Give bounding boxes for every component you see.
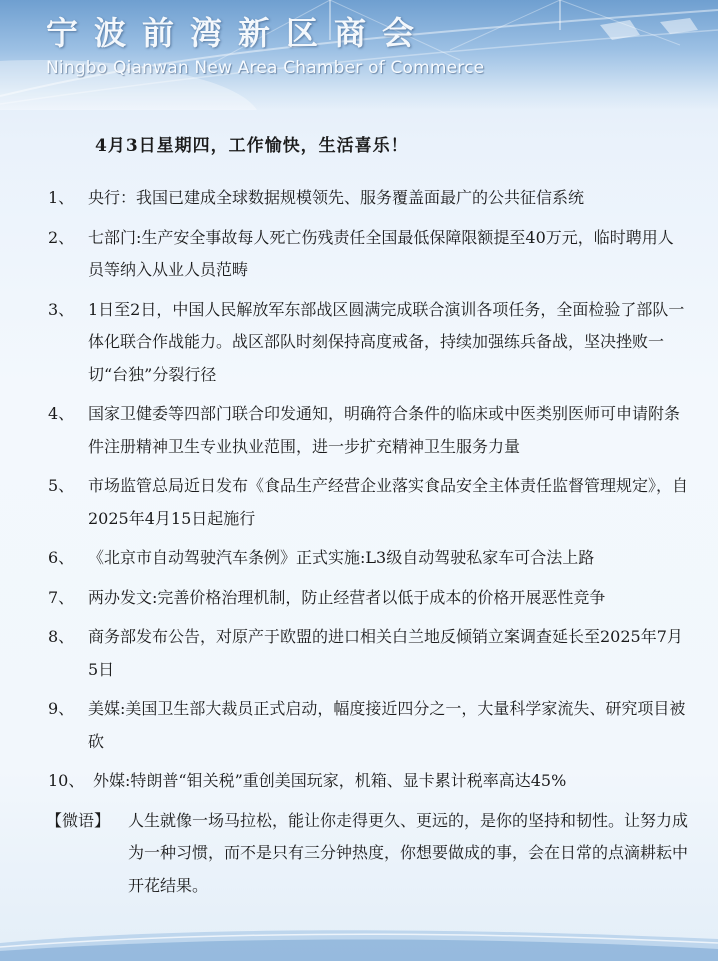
news-item — [48, 398, 688, 463]
news-number: 4、 — [48, 404, 75, 423]
news-item — [48, 765, 688, 798]
news-item — [48, 182, 688, 215]
news-text: 两办发文:完善价格治理机制，防止经营者以低于成本的价格开展恶性竞争 — [88, 587, 606, 607]
news-item — [48, 294, 688, 392]
news-item — [48, 542, 688, 575]
news-number: 10、 — [48, 771, 85, 790]
news-list — [48, 182, 688, 902]
news-text: 1日至2日，中国人民解放军东部战区圆满完成联合演训各项任务，全面检验了部队一体化联合作战能力。战区部队时刻保持高度戒备，持续加强练兵备战，坚决挫败一切“台独”分裂行径 — [88, 299, 685, 384]
news-number: 9、 — [48, 699, 75, 718]
news-number: 7、 — [48, 587, 75, 607]
news-item — [48, 621, 688, 686]
news-text: 市场监管总局近日发布《食品生产经营企业落实食品安全主体责任监督管理规定》，自2025年4月15日起施行 — [88, 476, 689, 528]
news-number: 8、 — [48, 627, 75, 646]
news-number: 5、 — [48, 476, 75, 495]
chamber-title-cn: 宁波前湾新区商会 — [46, 14, 431, 52]
footer-wave-decoration — [0, 921, 718, 961]
header-banner — [0, 0, 718, 110]
weiyu-text: 人生就像一场马拉松，能让你走得更久、更远的，是你的坚持和韧性。让努力成为一种习惯，而不是只有三分钟热度，你想要做成的事，会在日常的点滴耕耘中开花结果。 — [128, 810, 689, 895]
news-text: 央行：我国已建成全球数据规模领先、服务覆盖面最广的公共征信系统 — [88, 188, 585, 207]
news-number: 2、 — [48, 227, 75, 247]
news-item — [48, 222, 688, 287]
news-number: 3、 — [48, 299, 75, 319]
weiyu-quote — [46, 805, 688, 903]
news-text: 七部门:生产安全事故每人死亡伤残责任全国最低保障限额提至40万元，临时聘用人员等纳入从业人员范畴 — [88, 227, 674, 279]
news-item — [48, 582, 688, 615]
news-text: 《北京市自动驾驶汽车条例》正式实施:L3级自动驾驶私家车可合法上路 — [88, 548, 595, 567]
news-text: 美媒:美国卫生部大裁员正式启动，幅度接近四分之一，大量科学家流失、研究项目被砍 — [88, 699, 686, 751]
news-text: 外媒:特朗普“钼关税”重创美国玩家，机箱、显卡累计税率高达45% — [93, 771, 567, 790]
news-text: 国家卫健委等四部门联合印发通知，明确符合条件的临床或中医类别医师可申请附条件注册精神卫生专业执业范围，进一步扩充精神卫生服务力量 — [88, 404, 681, 456]
news-number: 6、 — [48, 548, 75, 567]
news-number: 1、 — [48, 188, 75, 207]
chamber-title-en: Ningbo Qianwan New Area Chamber of Commerce — [46, 58, 485, 78]
news-text: 商务部发布公告，对原产于欧盟的进口相关白兰地反倾销立案调查延长至2025年7月5日 — [88, 627, 683, 679]
date-greeting: 4月3日星期四，工作愉快，生活喜乐！ — [95, 136, 409, 156]
weiyu-label: 【微语】 — [46, 810, 111, 830]
news-item — [48, 470, 688, 535]
news-item — [48, 693, 688, 758]
